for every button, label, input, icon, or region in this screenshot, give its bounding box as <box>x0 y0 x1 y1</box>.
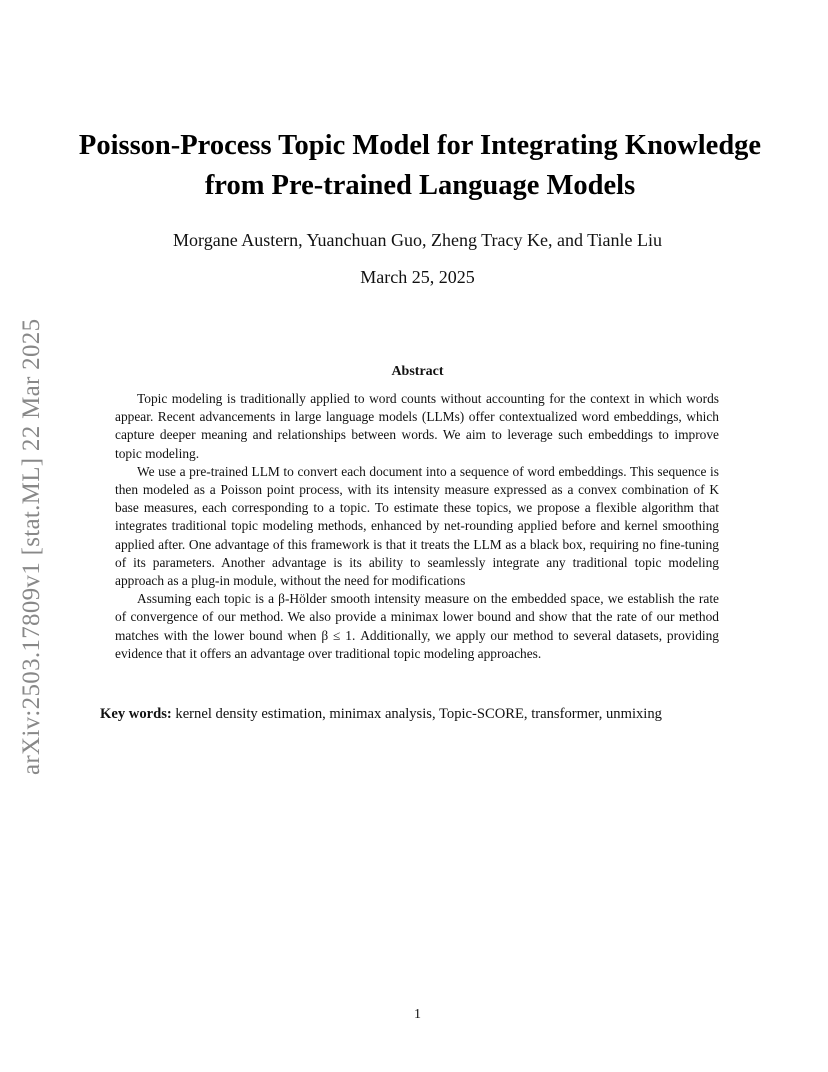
arxiv-identifier-stamp: arXiv:2503.17809v1 [stat.ML] 22 Mar 2025 <box>18 318 45 775</box>
author-list: Morgane Austern, Yuanchuan Guo, Zheng Tracy Ke, and Tianle Liu <box>173 230 662 250</box>
abstract-paragraph-1: Topic modeling is traditionally applied to word counts without accounting for the context in which words appear. Recent advancements in large language models (LLMs) offer contextualized word embeddings, which capture deeper meaning and relationships between words. We aim to leverage such embeddings to improve topic modeling. <box>115 391 719 461</box>
keywords-label: Key words: <box>100 706 172 722</box>
paper-title-line-2: from Pre-trained Language Models <box>204 170 636 201</box>
publication-date: March 25, 2025 <box>360 267 475 287</box>
page-number: 1 <box>414 1007 421 1022</box>
paper-title-line-1: Poisson-Process Topic Model for Integrating Knowledge <box>78 130 762 161</box>
abstract-paragraph-2: We use a pre-trained LLM to convert each document into a sequence of word embeddings. This sequence is then modeled as a Poisson point process, with its intensity measure expressed as a convex combination of K base measures, each corresponding to a topic. To estimate these topics, we propose a flexible algorithm that integrates traditional topic modeling methods, enhanced by net-rounding applied before and kernel smoothing applied after. One advantage of this framework is that it treats the LLM as a black box, requiring no fine-tuning of its parameters. Another advantage is its ability to seamlessly integrate any traditional topic modeling approach as a plug-in module, without the need for modifications <box>115 463 719 589</box>
abstract-body <box>115 390 719 663</box>
abstract-paragraph-3: Assuming each topic is a β-Hölder smooth intensity measure on the embedded space, we establish the rate of convergence of our method. We also provide a minimax lower bound and show that the rate of our method matches with the lower bound when β ≤ 1. Additionally, we apply our method to several datasets, providing evidence that it offers an advantage over traditional topic modeling approaches. <box>115 591 719 661</box>
keywords-line <box>100 704 740 724</box>
paper-title <box>70 126 770 206</box>
keywords-text: kernel density estimation, minimax analysis, Topic-SCORE, transformer, unmixing <box>175 706 662 722</box>
abstract-heading: Abstract <box>391 364 444 379</box>
